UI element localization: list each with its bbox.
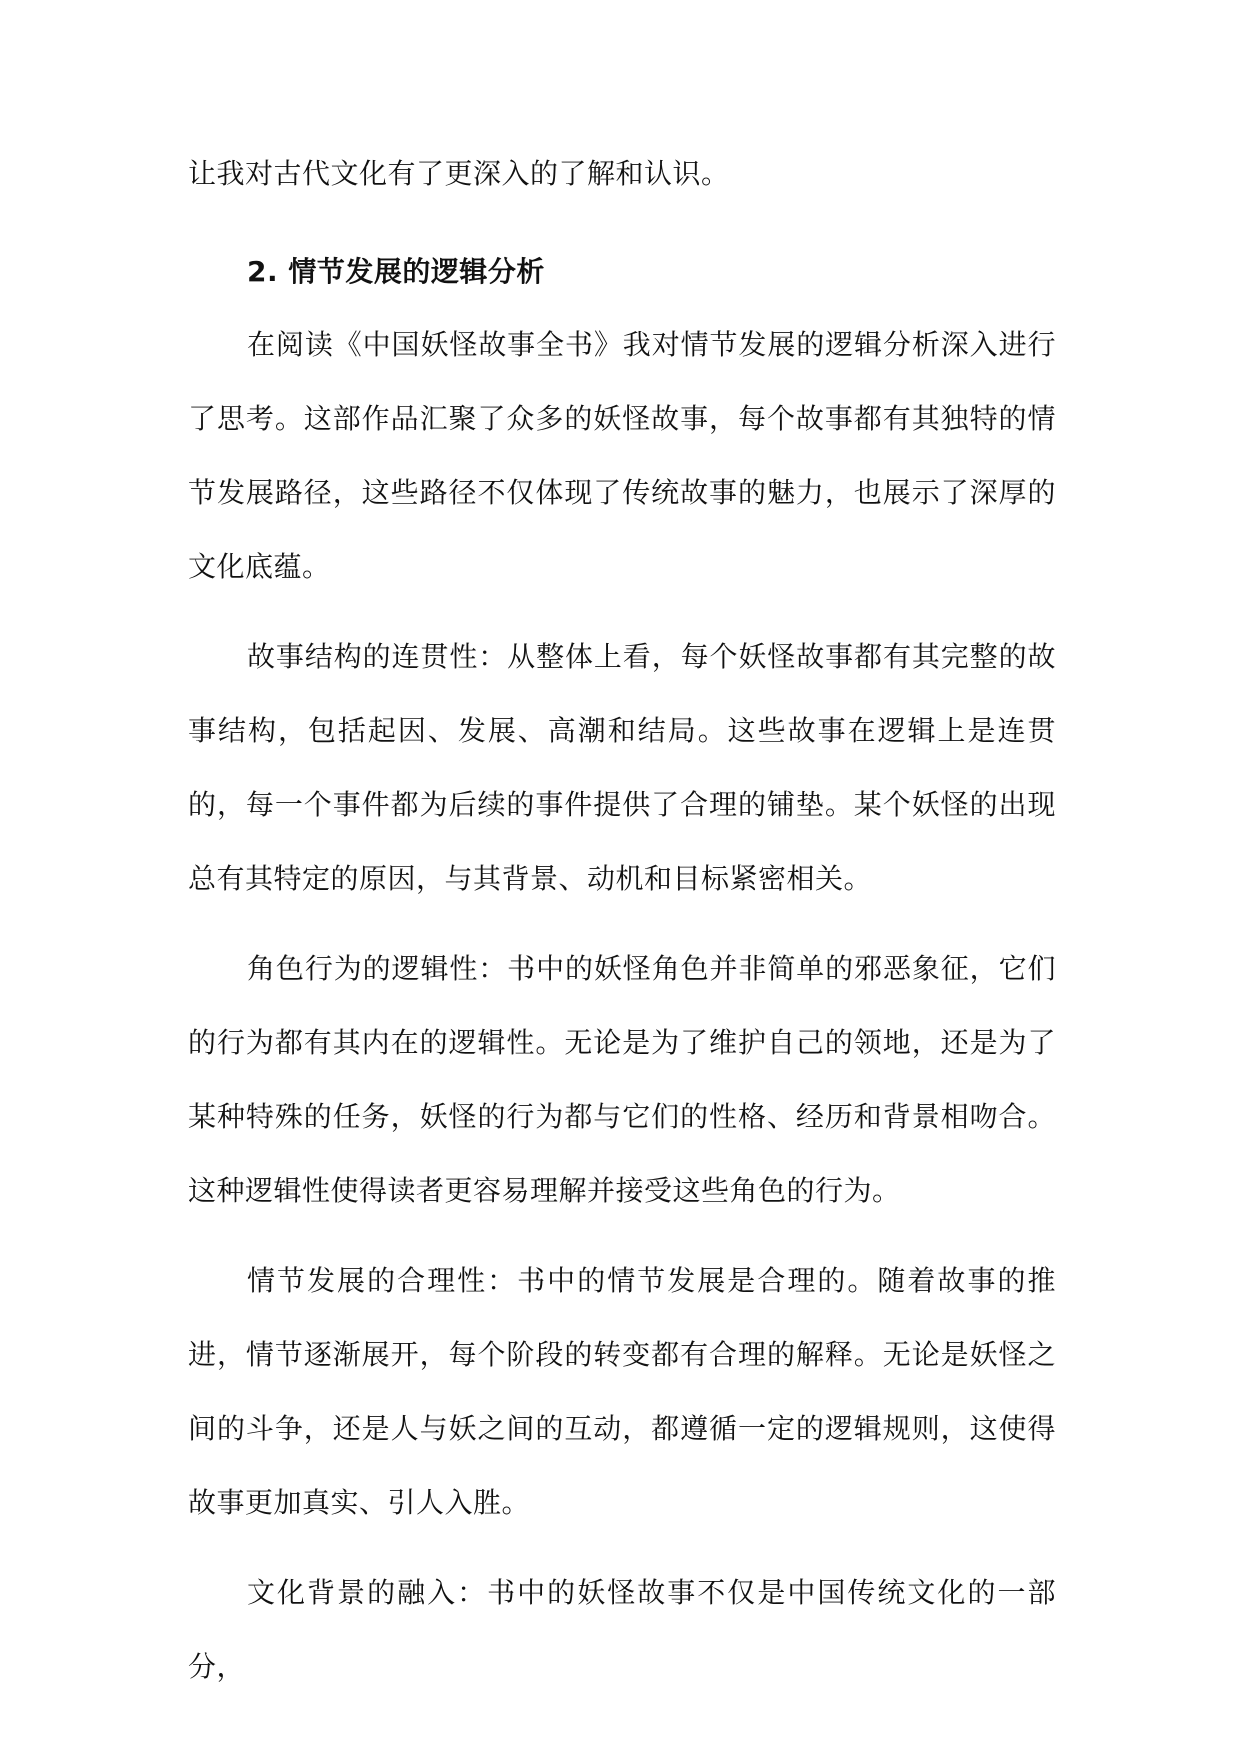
paragraph-character-logic: 角色行为的逻辑性：书中的妖怪角色并非简单的邪恶象征，它们的行为都有其内在的逻辑性。无论是为了维护自己的领地，还是为了某种特殊的任务，妖怪的行为都与它们的性格、经历和背景相吻合。这种逻辑性使得读者更容易理解并接受这些角色的行为。 <box>188 952 1056 1207</box>
page-body <box>188 144 1056 1704</box>
paragraph-cultural-background: 文化背景的融入：书中的妖怪故事不仅是中国传统文化的一部分， <box>188 1576 1056 1683</box>
paragraph-plot-rationality: 情节发展的合理性：书中的情节发展是合理的。随着故事的推进，情节逐渐展开，每个阶段的转变都有合理的解释。无论是妖怪之间的斗争，还是人与妖之间的互动，都遵循一定的逻辑规则，这使得故事更加真实、引人入胜。 <box>188 1264 1056 1519</box>
continued-paragraph-line: 让我对古代文化有了更深入的了解和认识。 <box>188 157 730 190</box>
paragraph-story-structure: 故事结构的连贯性：从整体上看，每个妖怪故事都有其完整的故事结构，包括起因、发展、高潮和结局。这些故事在逻辑上是连贯的，每一个事件都为后续的事件提供了合理的铺垫。某个妖怪的出现总有其特定的原因，与其背景、动机和目标紧密相关。 <box>188 640 1056 895</box>
section-heading: 2. 情节发展的逻辑分析 <box>247 255 545 288</box>
paragraph-intro: 在阅读《中国妖怪故事全书》我对情节发展的逻辑分析深入进行了思考。这部作品汇聚了众多的妖怪故事，每个故事都有其独特的情节发展路径，这些路径不仅体现了传统故事的魅力，也展示了深厚的文化底蕴。 <box>188 328 1056 583</box>
